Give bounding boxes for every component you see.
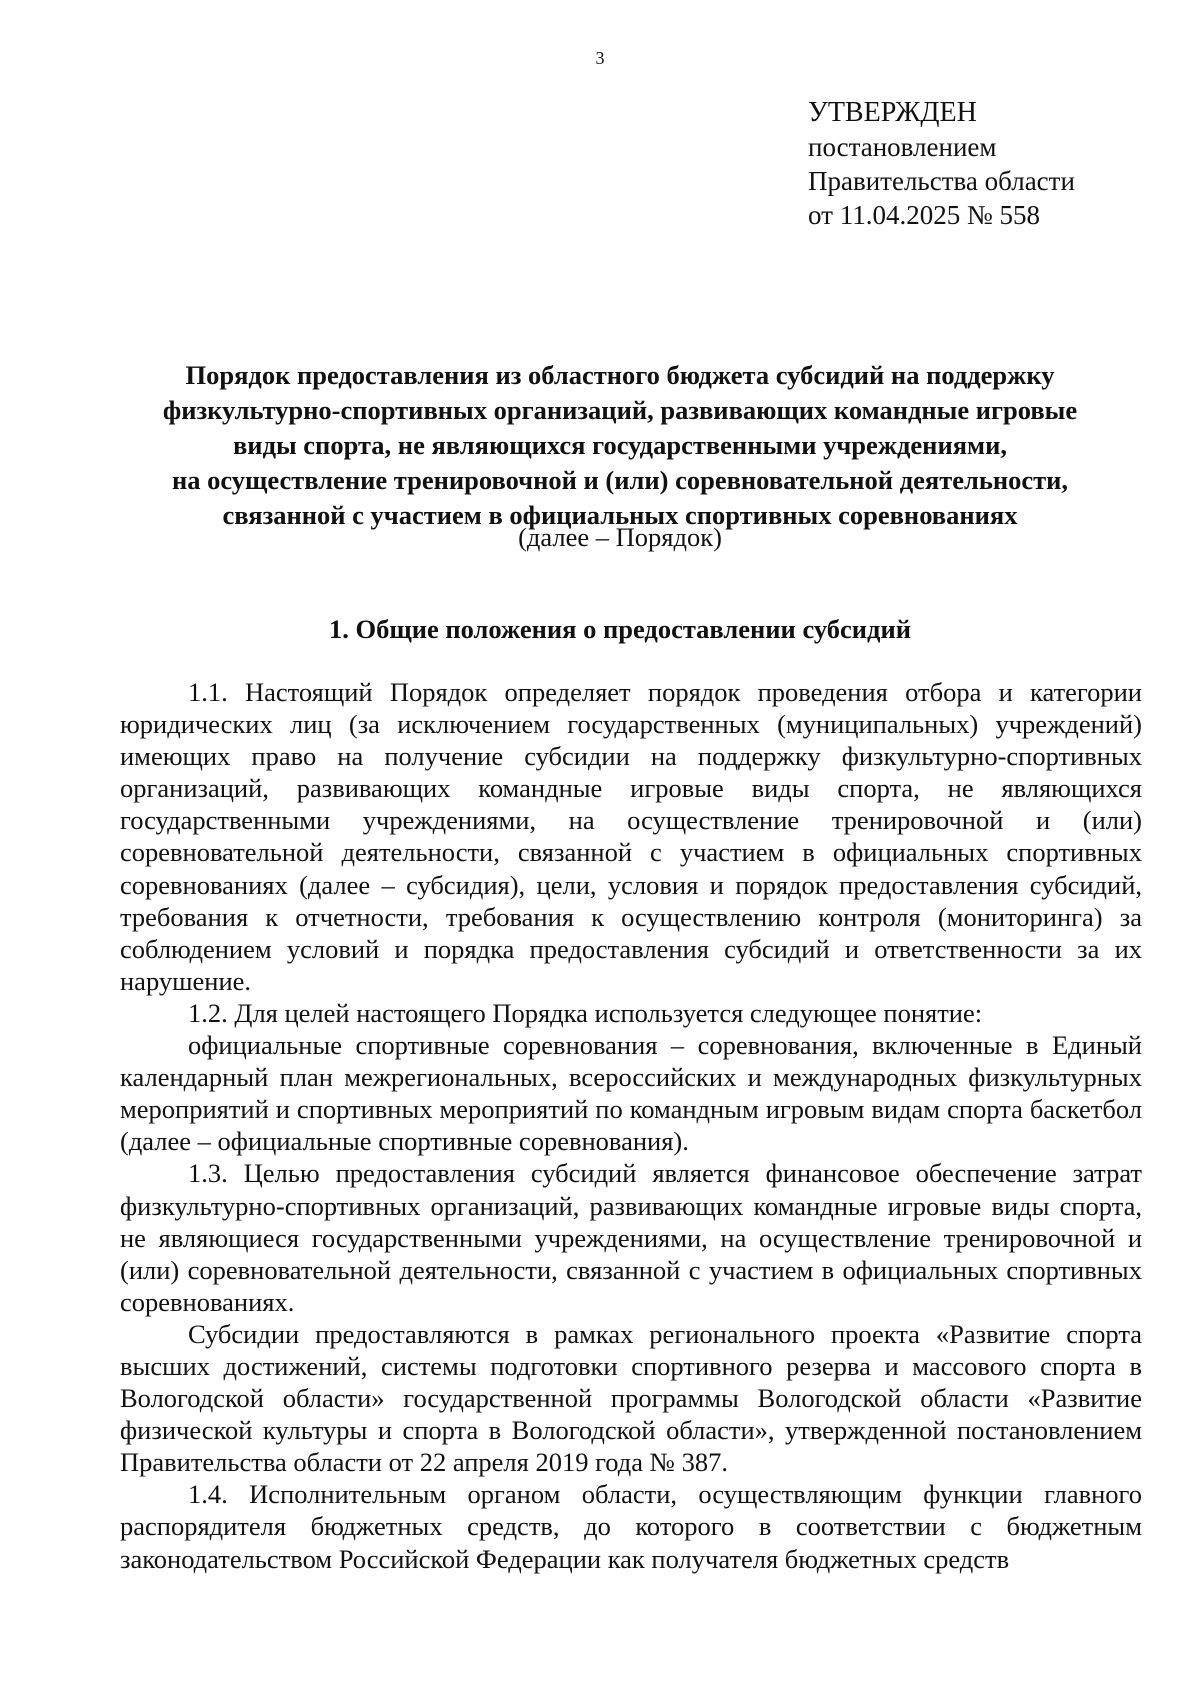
- document-title: [120, 358, 1120, 533]
- approval-line-date-number: от 11.04.2025 № 558: [808, 200, 1040, 230]
- paragraph-1-3: 1.3. Целью предоставления субсидий является финансовое обеспечение затрат физкультурно-спортивных организаций, развивающих командные игровые виды спорта, не являющиеся государственными учреждениями, на осуществление тренировочной и (или) соревновательной деятельности, связанной с участием в официальных спортивных соревнованиях.: [120, 1158, 1142, 1317]
- approval-line-resolution: постановлением: [808, 132, 997, 162]
- page-number: 3: [595, 48, 605, 68]
- document-title-line: на осуществление тренировочной и (или) соревновательной деятельности,: [171, 465, 1069, 495]
- document-title-line: физкультурно-спортивных организаций, развивающих командные игровые: [162, 395, 1078, 425]
- paragraph-1-2: 1.2. Для целей настоящего Порядка используется следующее понятие:: [188, 997, 983, 1028]
- document-body: [120, 676, 1142, 1575]
- paragraph-1-4: 1.4. Исполнительным органом области, осуществляющим функции главного распорядителя бюджетных средств, до которого в соответствии с бюджетным законодательством Российской Федерации как получателя бюджетных средств: [120, 1479, 1142, 1574]
- document-title-line: связанной с участием в официальных спортивных соревнованиях: [222, 500, 1018, 530]
- paragraph-1-1: 1.1. Настоящий Порядок определяет порядок проведения отбора и категории юридических лиц (за исключением государственных (муниципальных) учреждений) имеющих право на получение субсидии на поддержку физкультурно-спортивных организаций, развивающих командные игровые виды спорта, не являющихся государственными учреждениями, на осуществление тренировочной и (или) соревновательной деятельности, связанной с участием в официальных спортивных соревнованиях (далее – субсидия), цели, условия и порядок предоставления субсидий, требования к отчетности, требования к осуществлению контроля (мониторинга) за соблюдением условий и порядка предоставления субсидий и ответственности за их нарушение.: [120, 677, 1142, 996]
- section-heading: 1. Общие положения о предоставлении субсидий: [328, 614, 911, 644]
- document-title-line: Порядок предоставления из областного бюджета субсидий на поддержку: [185, 360, 1055, 390]
- document-subtitle: (далее – Порядок): [518, 522, 722, 552]
- approval-title: УТВЕРЖДЕН: [808, 97, 977, 128]
- paragraph-subsidies-project: Субсидии предоставляются в рамках регионального проекта «Развитие спорта высших достижений, системы подготовки спортивного резерва и массового спорта в Вологодской области» государственной программы Вологодской области «Развитие физической культуры и спорта в Вологодской области», утвержденной постановлением Правительства области от 22 апреля 2019 года № 387.: [120, 1318, 1142, 1478]
- approval-line-government: Правительства области: [808, 166, 1075, 196]
- paragraph-definition: официальные спортивные соревнования – соревнования, включенные в Единый календарный план межрегиональных, всероссийских и международных физкультурных мероприятий и спортивных мероприятий по командным игровым видам спорта баскетбол (далее – официальные спортивные соревнования).: [120, 1030, 1142, 1157]
- document-title-line: виды спорта, не являющихся государственными учреждениями,: [233, 430, 1007, 460]
- approval-stamp-block: [808, 96, 1075, 232]
